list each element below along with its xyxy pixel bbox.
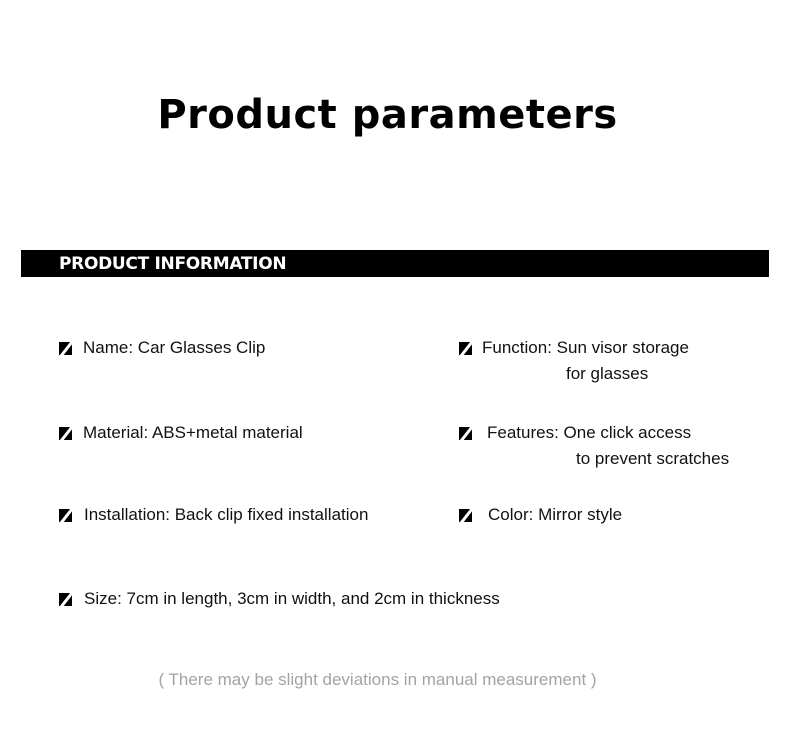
slash-bullet-icon — [59, 593, 72, 606]
slash-bullet-icon — [459, 342, 472, 355]
slash-bullet-icon — [459, 427, 472, 440]
spec-name-text: Name: Car Glasses Clip — [83, 338, 266, 357]
slash-bullet-icon — [59, 427, 72, 440]
section-header-label: PRODUCT INFORMATION — [59, 254, 287, 274]
page-title: Product parameters — [157, 92, 618, 138]
spec-size-text: Size: 7cm in length, 3cm in width, and 2cm in thickness — [84, 589, 500, 608]
spec-color-text: Color: Mirror style — [488, 505, 623, 524]
spec-features-line2: to prevent scratches — [576, 449, 730, 468]
spec-material-text: Material: ABS+metal material — [83, 423, 303, 442]
slash-bullet-icon — [59, 342, 72, 355]
slash-bullet-icon — [459, 509, 472, 522]
spec-installation-text: Installation: Back clip fixed installation — [84, 505, 369, 524]
spec-features-line1: Features: One click access — [487, 423, 692, 442]
slash-bullet-icon — [59, 509, 72, 522]
spec-function-line1: Function: Sun visor storage — [482, 338, 689, 357]
spec-function-line2: for glasses — [566, 364, 649, 383]
measurement-note: ( There may be slight deviations in manual measurement ) — [158, 670, 597, 689]
product-information-header — [21, 250, 769, 277]
